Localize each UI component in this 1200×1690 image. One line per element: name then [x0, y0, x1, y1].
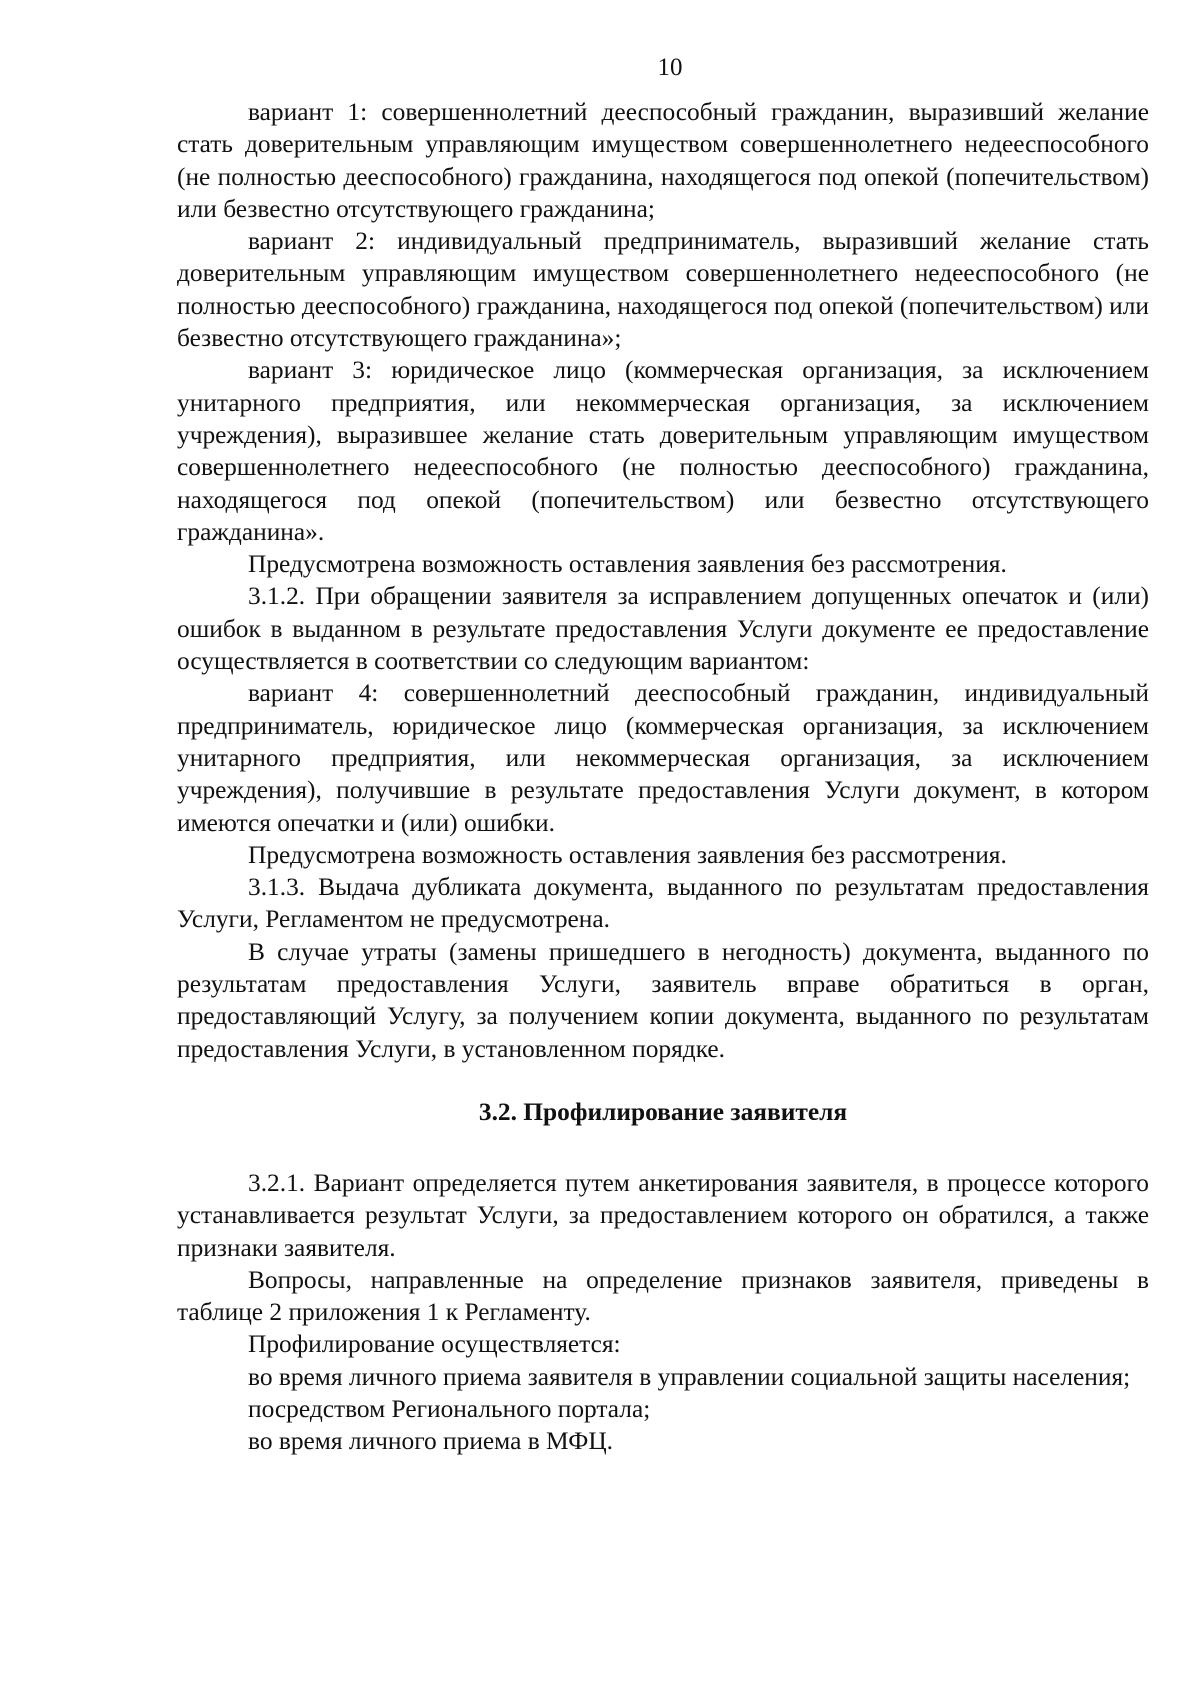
paragraph-no-review-2: Предусмотрена возможность оставления заявления без рассмотрения. — [248, 840, 1007, 869]
paragraph-profiling-portal: посредством Регионального портала; — [248, 1395, 651, 1424]
paragraph-3-1-2: 3.1.2. При обращении заявителя за исправлением допущенных опечаток и (или) ошибок в выданном в результате предоставления Услуги документе ее предоставление осуществляется в соответствии со следующим вариантом: — [177, 582, 1149, 676]
section-3-1-body — [177, 96, 1149, 1065]
paragraph-3-1-3: 3.1.3. Выдача дубликата документа, выданного по результатам предоставления Услуги, Регламентом не предусмотрена. — [177, 873, 1149, 934]
paragraph-no-review-1: Предусмотрена возможность оставления заявления без рассмотрения. — [248, 550, 1007, 579]
paragraph-profiling-social: во время личного приема заявителя в управлении социальной защиты населения; — [248, 1362, 1131, 1391]
paragraph-variant-3: вариант 3: юридическое лицо (коммерческая организация, за исключением унитарного предприятия, или некоммерческая организация, за исключением учреждения), выразившее желание стать доверительным управляющим имуществом совершеннолетнего недееспособного (не полностью дееспособного) гражданина, находящегося под опекой (попечительством) или безвестно отсутствующего гражданина». — [177, 356, 1149, 546]
paragraph-variant-4: вариант 4: совершеннолетний дееспособный гражданин, индивидуальный предприниматель, юридическое лицо (коммерческая организация, за исключением унитарного предприятия, или некоммерческая организация, за исключением учреждения), получившие в результате предоставления Услуги документ, в котором имеются опечатки и (или) ошибки. — [177, 679, 1149, 837]
page-number: 10 — [657, 54, 683, 81]
paragraph-questions: Вопросы, направленные на определение признаков заявителя, приведены в таблице 2 приложения 1 к Регламенту. — [177, 1265, 1149, 1327]
paragraph-3-2-1: 3.2.1. Вариант определяется путем анкетирования заявителя, в процессе которого устанавливается результат Услуги, за предоставлением которого он обратился, а также признаки заявителя. — [177, 1169, 1149, 1262]
paragraph-profiling-intro: Профилирование осуществляется: — [248, 1330, 621, 1359]
paragraph-profiling-mfc: во время личного приема в МФЦ. — [248, 1427, 614, 1456]
paragraph-variant-1: вариант 1: совершеннолетний дееспособный гражданин, выразивший желание стать доверительным управляющим имуществом совершеннолетнего недееспособного (не полностью дееспособного) гражданина, находящегося под опекой (попечительством) или безвестно отсутствующего гражданина; — [177, 98, 1149, 223]
paragraph-loss-case: В случае утраты (замены пришедшего в негодность) документа, выданного по результатам предоставления Услуги, заявитель вправе обратиться в орган, предоставляющий Услугу, за получением копии документа, выданного по результатам предоставления Услуги, в установленном порядке. — [177, 937, 1149, 1063]
section-heading-3-2: 3.2. Профилирование заявителя — [478, 1098, 848, 1126]
section-3-2-body — [177, 1167, 1149, 1458]
paragraph-variant-2: вариант 2: индивидуальный предприниматель, выразивший желание стать доверительным управляющим имуществом совершеннолетнего недееспособного (не полностью дееспособного) гражданина, находящегося под опекой (попечительством) или безвестно отсутствующего гражданина»; — [177, 227, 1149, 353]
